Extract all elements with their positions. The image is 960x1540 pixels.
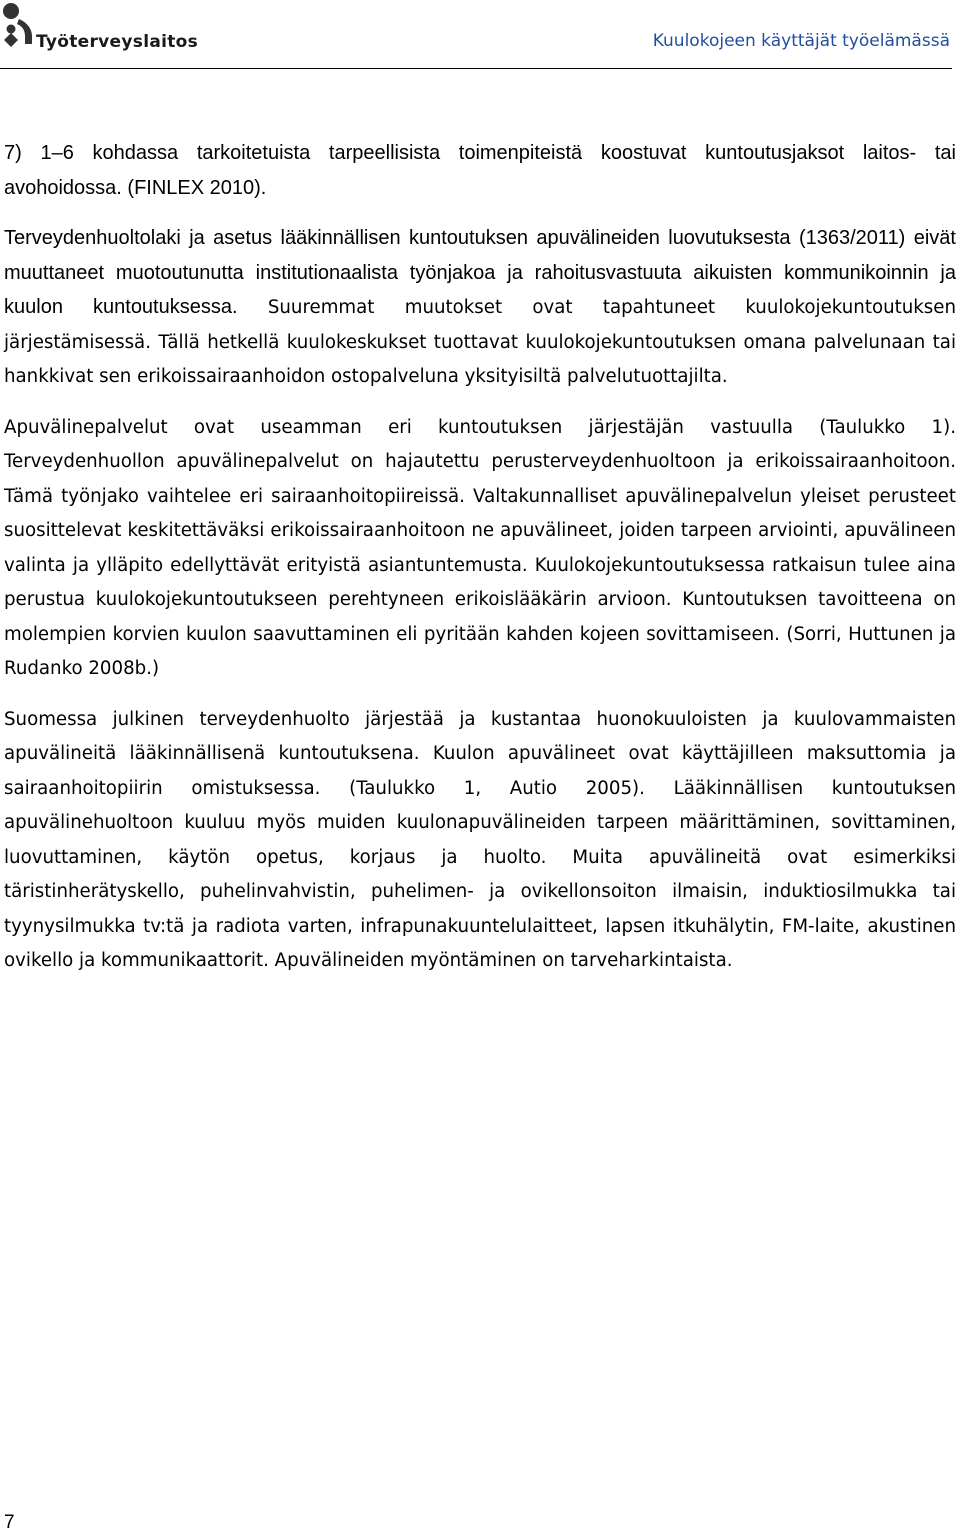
logo-mark-icon [2, 2, 36, 58]
paragraph-terveydenhuoltolaki-part-2: Suuremmat muutokset ovat tapahtuneet kuulokojekuntoutuksen järjestämisessä. Tällä hetkellä kuulokeskukset tuottavat kuulokojekuntoutuksen omana palvelunaan tai hankkivat sen erikoissairaanhoidon ostopalveluna yksityisiltä palvelutuottajilta. [4, 297, 956, 387]
page-header [0, 0, 960, 70]
paragraph-terveydenhuoltolaki-part-1: Terveydenhuoltolaki ja asetus lääkinnällisen kuntoutuksen apuvälineiden luovutuksesta (1363/2011) eivät muuttaneet muotoutunutta institutionaalista työnjakoa ja rahoitusvastuuta aikuisten kommunikoinnin ja kuulon kuntoutuksessa. [4, 227, 956, 318]
page-body [4, 136, 956, 979]
paragraph-terveydenhuoltolaki [4, 221, 956, 395]
logo-text: Työterveyslaitos [36, 32, 199, 52]
paragraph-gap [4, 395, 956, 411]
paragraph-gap [4, 687, 956, 703]
paragraph-gap [4, 205, 956, 221]
page-number: 7 [4, 1512, 15, 1533]
running-title: Kuulokojeen käyttäjät työelämässä [652, 31, 950, 51]
paragraph-suomessa: Suomessa julkinen terveydenhuolto järjestää ja kustantaa huonokuuloisten ja kuulovammaisten apuvälineitä lääkinnällisenä kuntoutuksena. Kuulon apuvälineet ovat käyttäjilleen maksuttomia ja sairaanhoitopiirin omistuksessa. (Taulukko 1, Autio 2005). Lääkinnällisen kuntoutuksen apuvälinehuoltoon kuuluu myös muiden kuulonapuvälineiden tarpeen määrittäminen, sovittaminen, luovuttaminen, käytön opetus, korjaus ja huolto. Muita apuvälineitä ovat esimerkiksi täristinherätyskello, puhelinvahvistin, puhelimen- ja ovikellonsoiton ilmaisin, induktiosilmukka tai tyynysilmukka tv:tä ja radiota varten, infrapunakuuntelulaitteet, lapsen itkuhälytin, FM-laite, akustinen ovikello ja kommunikaattorit. Apuvälineiden myöntäminen on tarveharkintaista. [4, 708, 956, 971]
paragraph-finlex: 7) 1–6 kohdassa tarkoitetuista tarpeellisista toimenpiteistä koostuvat kuntoutusjaksot laitos- tai avohoidossa. (FINLEX 2010). [4, 142, 956, 199]
paragraph-apuvalinepalvelut: Apuvälinepalvelut ovat useamman eri kuntoutuksen järjestäjän vastuulla (Taulukko 1). Terveydenhuollon apuvälinepalvelut on hajautettu perusterveydenhuoltoon ja erikoissairaanhoitoon. Tämä työnjako vaihtelee eri sairaanhoitopiireissä. Valtakunnalliset apuvälinepalvelun yleiset perusteet suosittelevat keskitettäväksi erikoissairaanhoitoon ne apuvälineet, joiden tarpeen arviointi, apuvälineen valinta ja ylläpito edellyttävät erityistä asiantuntemusta. Kuulokojekuntoutuksessa ratkaisun tulee aina perustua kuulokojekuntoutukseen perehtyneen erikoislääkärin arvioon. Kuntoutuksen tavoitteena on molempien korvien kuulon saavuttaminen eli pyritään kahden kojeen sovittamiseen. (Sorri, Huttunen ja Rudanko 2008b.) [4, 416, 956, 679]
header-divider [0, 68, 952, 69]
tyoterveyslaitos-logo [2, 2, 199, 58]
